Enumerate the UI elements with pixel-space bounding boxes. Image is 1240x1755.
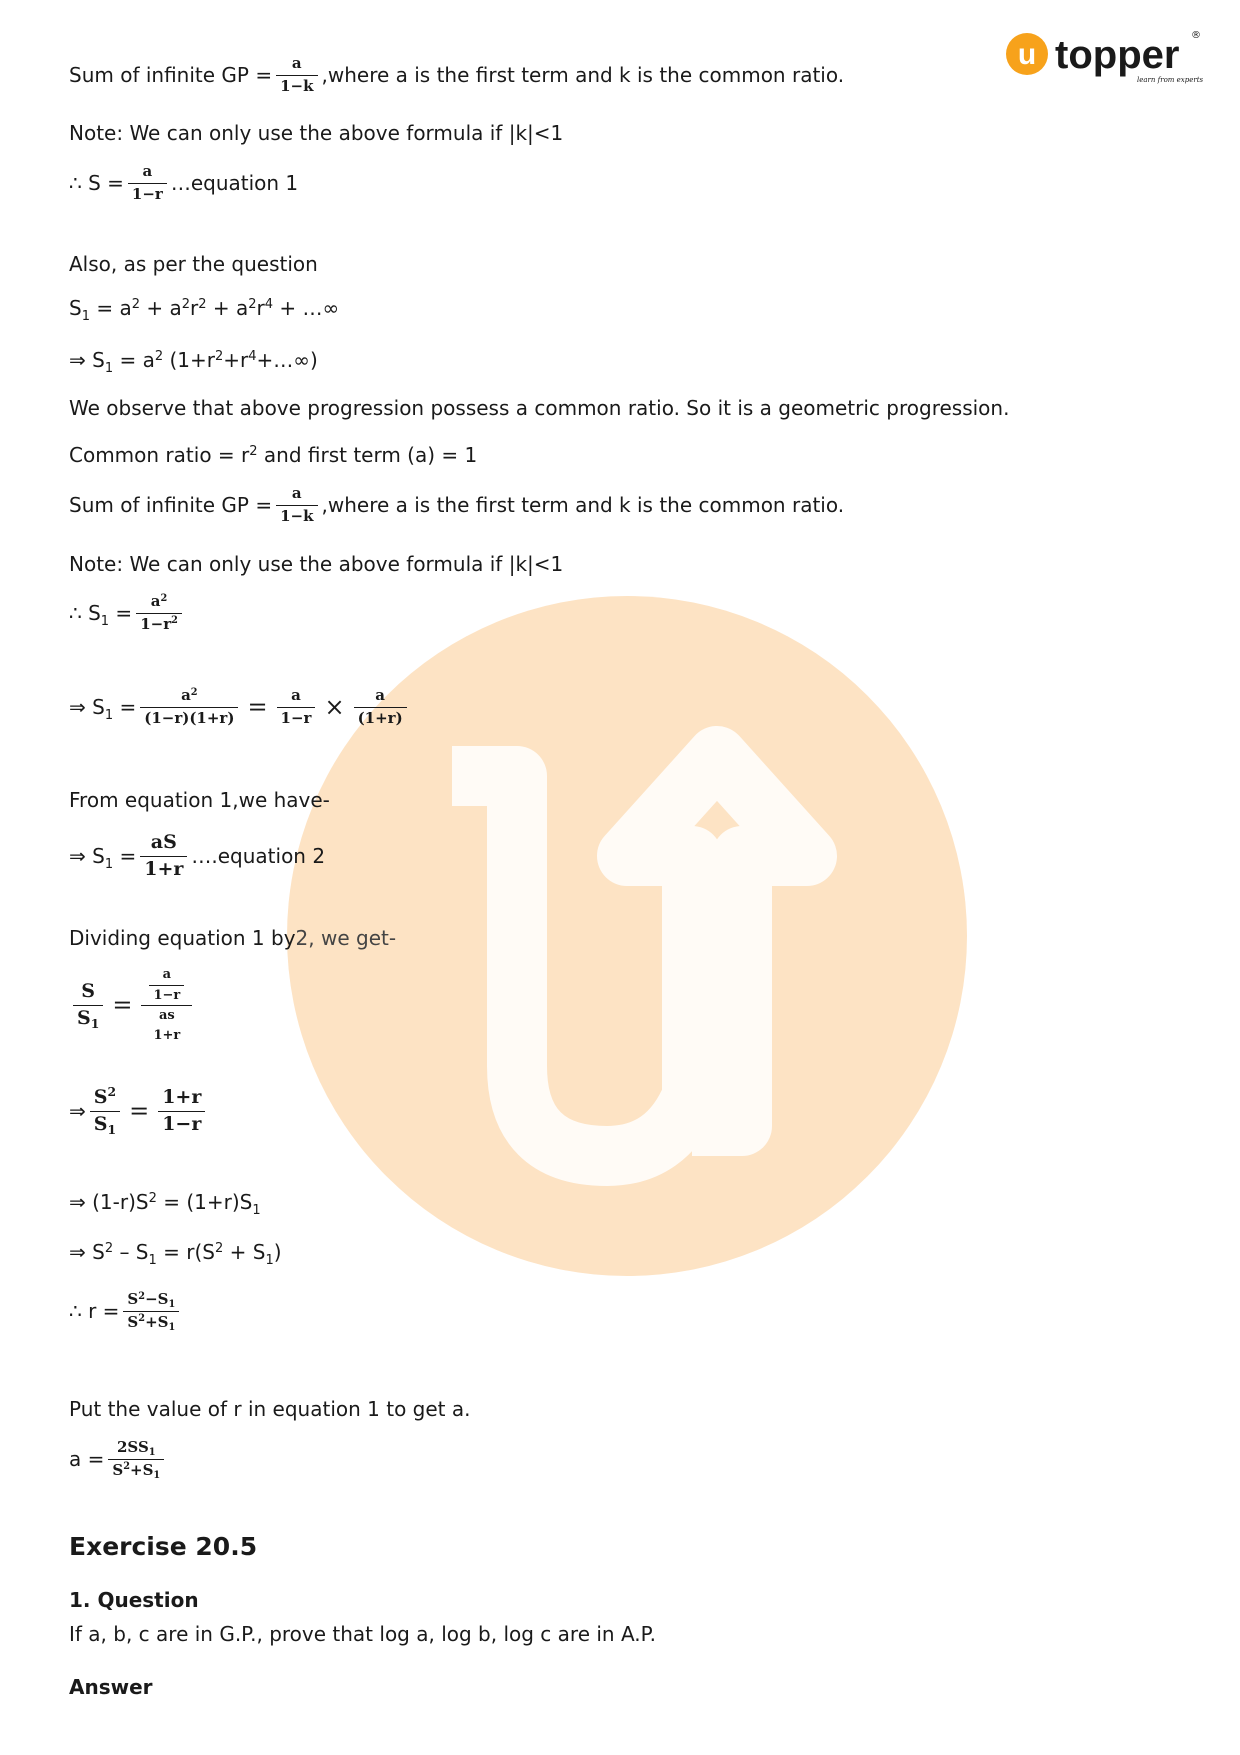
fraction-a-over-1-k bbox=[276, 486, 317, 525]
text-span: a = bbox=[69, 1447, 105, 1472]
equation-1-line bbox=[69, 164, 298, 203]
ratio-compound-fraction-line bbox=[69, 968, 196, 1043]
denominator bbox=[141, 1005, 192, 1042]
a-solution-line bbox=[69, 1438, 168, 1482]
denominator: 1−k bbox=[276, 505, 317, 525]
text-span: ∴ r = bbox=[69, 1299, 120, 1324]
times-sign: × bbox=[324, 693, 345, 722]
text-span: If a, b, c are in G.P., prove that log a, log b, log c are in A.P. bbox=[69, 1622, 656, 1646]
text-span: We observe that above progression possess a common ratio. So it is a geometric progression. bbox=[69, 396, 1010, 420]
gp-formula-line-1 bbox=[69, 56, 844, 95]
answer-label: Answer bbox=[69, 1675, 153, 1699]
text-span: ,where a is the first term and k is the common ratio. bbox=[321, 493, 845, 518]
numerator: $2SS_1$ bbox=[117, 1438, 156, 1459]
numerator: a bbox=[291, 54, 302, 72]
logo-wordmark: topper bbox=[1055, 33, 1180, 77]
fraction-a-value bbox=[108, 1438, 164, 1482]
text-span: Sum of infinite GP = bbox=[69, 63, 273, 88]
fraction-a-over-1-r bbox=[149, 968, 184, 1002]
numerator: $S^2$ bbox=[93, 1084, 117, 1108]
compound-fraction bbox=[141, 968, 192, 1043]
question-label: 1. Question bbox=[69, 1588, 199, 1612]
common-ratio-line bbox=[69, 443, 477, 467]
fraction-r-value bbox=[123, 1290, 179, 1334]
text-span: ∴ S = bbox=[69, 171, 124, 196]
equals-sign: = bbox=[129, 1097, 150, 1126]
s1-factored-line bbox=[69, 348, 318, 376]
text-span: Sum of infinite GP = bbox=[69, 493, 273, 518]
denominator: $S_1$ bbox=[90, 1111, 120, 1135]
denominator: (1−r)(1+r) bbox=[140, 707, 238, 727]
s1-series-text: $S_1 = a^2 + a^2r^2 + a^2r^4$ + …∞ bbox=[69, 296, 340, 324]
numerator: a bbox=[291, 484, 302, 502]
denominator: 1−r bbox=[158, 1111, 205, 1135]
text-span: ,where a is the first term and k is the common ratio. bbox=[321, 63, 845, 88]
s1-factored-text: ⇒ $S_1 = a^2$ $(1+r^2+r^4+\dots\infty)$ bbox=[69, 348, 318, 376]
numerator: S bbox=[81, 979, 96, 1002]
text-span: Note: We can only use the above formula if |k|<1 bbox=[69, 121, 564, 145]
numerator: 1+r bbox=[162, 1086, 202, 1108]
r-solution-line bbox=[69, 1290, 183, 1334]
note-line-2 bbox=[69, 552, 563, 576]
denominator: $S^2+S_1$ bbox=[123, 1311, 179, 1331]
text-span: …equation 1 bbox=[170, 171, 299, 196]
numerator: a bbox=[291, 686, 301, 704]
denominator: 1−r bbox=[128, 183, 167, 203]
s1-fraction-line bbox=[69, 594, 186, 633]
numerator: $a^2$ bbox=[150, 592, 168, 610]
denominator: (1+r) bbox=[354, 707, 407, 727]
cross-multiply-line bbox=[69, 1190, 261, 1218]
text-span: ⇒ $S_1$ = bbox=[69, 844, 137, 872]
s1-series-line bbox=[69, 296, 340, 324]
common-ratio-text: Common ratio = $r^2$ and first term (a) = 1 bbox=[69, 443, 478, 467]
denominator: $S_1$ bbox=[73, 1005, 103, 1029]
numerator: a bbox=[375, 686, 385, 704]
denominator: 1+r bbox=[140, 856, 187, 880]
equation-2-line bbox=[69, 833, 325, 880]
question-text bbox=[69, 1622, 656, 1646]
fraction-as-over-1-plus-r bbox=[149, 1009, 184, 1042]
logo-registered: ® bbox=[1191, 30, 1201, 41]
text-span: Dividing equation 1 by bbox=[69, 926, 296, 950]
fraction-a2-over-product bbox=[140, 688, 238, 727]
numerator bbox=[141, 968, 192, 1005]
fraction-1-plus-r-over-1-r bbox=[158, 1088, 205, 1135]
rearranged-text: ⇒ $S^2 - S_1 = r(S^2 + S_1)$ bbox=[69, 1240, 282, 1268]
from-equation-line bbox=[69, 788, 330, 812]
denominator: $1-r^2$ bbox=[136, 613, 182, 633]
equals-sign: = bbox=[247, 693, 268, 722]
denominator: 1−r bbox=[277, 707, 316, 727]
implies-arrow: ⇒ bbox=[69, 1099, 86, 1124]
s1-split-line bbox=[69, 688, 411, 727]
rearranged-line bbox=[69, 1240, 282, 1268]
fraction-a-over-1-plus-r bbox=[354, 688, 407, 727]
note-line-1 bbox=[69, 121, 563, 145]
observe-line bbox=[69, 396, 1009, 420]
text-span: Put the value of r in equation 1 to get a. bbox=[69, 1397, 471, 1421]
text-span: 2, we get- bbox=[295, 926, 397, 950]
denominator: 1−r bbox=[149, 985, 184, 1003]
numerator: as bbox=[158, 1008, 175, 1024]
logo-tagline: learn from experts bbox=[1137, 76, 1204, 84]
numerator: $a^2$ bbox=[181, 686, 198, 704]
fraction-aS-over-1-plus-r bbox=[140, 833, 187, 880]
denominator: $S^2+S_1$ bbox=[108, 1459, 164, 1479]
question-intro-line bbox=[69, 252, 318, 276]
denominator: 1−k bbox=[276, 75, 317, 95]
brand-logo[interactable] bbox=[1005, 26, 1205, 92]
fraction-s2-over-s1 bbox=[90, 1084, 120, 1138]
fraction-s-over-s1 bbox=[73, 979, 103, 1032]
numerator: a bbox=[162, 967, 172, 982]
text-span: From equation 1,we have- bbox=[69, 788, 330, 812]
gp-formula-line-2 bbox=[69, 486, 844, 525]
text-span: ∴ $S_1$ = bbox=[69, 601, 133, 629]
put-value-line bbox=[69, 1397, 470, 1421]
equals-sign: = bbox=[112, 991, 133, 1020]
fraction-a2-over-1-r2 bbox=[136, 594, 182, 633]
dividing-line bbox=[69, 926, 396, 950]
cross-multiply-text: ⇒ $(1-r)S^2 = (1+r)S_1$ bbox=[69, 1190, 261, 1218]
text-span: Also, as per the question bbox=[69, 252, 318, 276]
fraction-a-over-1-r bbox=[128, 164, 167, 203]
fraction-a-over-1-k bbox=[276, 56, 317, 95]
numerator: aS bbox=[150, 831, 177, 853]
logo-letter: u bbox=[1017, 38, 1037, 71]
fraction-a-over-1-r bbox=[277, 688, 316, 727]
text-span: Note: We can only use the above formula if |k|<1 bbox=[69, 552, 564, 576]
exercise-heading: Exercise 20.5 bbox=[69, 1532, 258, 1561]
s-squared-ratio-line bbox=[69, 1084, 209, 1138]
denominator: 1+r bbox=[153, 1027, 181, 1043]
text-span: ⇒ $S_1$ = bbox=[69, 695, 137, 723]
numerator: a bbox=[142, 162, 153, 180]
text-span: ….equation 2 bbox=[191, 844, 326, 869]
numerator: $S^2-S_1$ bbox=[127, 1290, 176, 1311]
